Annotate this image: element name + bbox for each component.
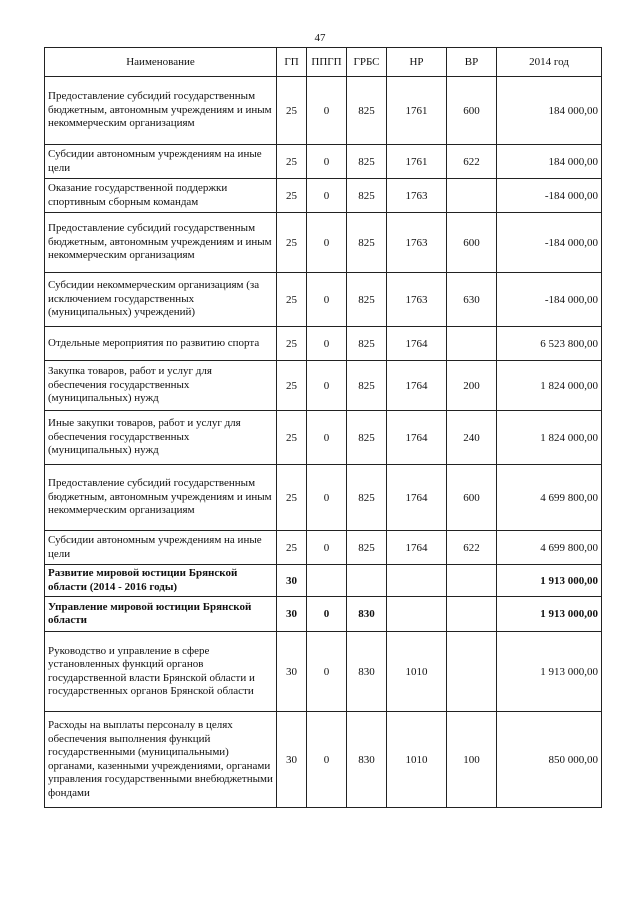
row-ppgp-cell: 0 <box>307 145 347 179</box>
row-vr-cell: 600 <box>447 213 497 273</box>
row-grbs-cell <box>347 565 387 597</box>
row-amount-cell: 4 699 800,00 <box>497 465 602 531</box>
row-gp-cell: 25 <box>277 531 307 565</box>
row-grbs-cell: 825 <box>347 145 387 179</box>
row-amount-cell: -184 000,00 <box>497 273 602 327</box>
column-header-gp: ГП <box>277 48 307 77</box>
table-row <box>45 361 602 411</box>
row-vr-cell <box>447 179 497 213</box>
row-ppgp-cell: 0 <box>307 179 347 213</box>
row-vr-cell: 240 <box>447 411 497 465</box>
row-amount-cell: 184 000,00 <box>497 77 602 145</box>
row-vr-cell: 100 <box>447 712 497 808</box>
row-amount-cell: 1 913 000,00 <box>497 597 602 632</box>
row-grbs-cell: 830 <box>347 632 387 712</box>
row-amount-cell: -184 000,00 <box>497 179 602 213</box>
table-row <box>45 273 602 327</box>
row-name-cell: Предоставление субсидий государственным бюджетным, автономным учреждениям и иным некоммерческим организациям <box>45 213 277 273</box>
row-vr-cell: 622 <box>447 145 497 179</box>
row-name-cell: Закупка товаров, работ и услуг для обеспечения государственных (муниципальных) нужд <box>45 361 277 411</box>
column-header-name: Наименование <box>45 48 277 77</box>
row-ppgp-cell: 0 <box>307 597 347 632</box>
table-row <box>45 531 602 565</box>
row-gp-cell: 30 <box>277 632 307 712</box>
row-name-cell: Управление мировой юстиции Брянской области <box>45 597 277 632</box>
row-vr-cell: 600 <box>447 77 497 145</box>
row-gp-cell: 30 <box>277 597 307 632</box>
row-nr-cell: 1761 <box>387 145 447 179</box>
row-ppgp-cell: 0 <box>307 712 347 808</box>
row-name-cell: Расходы на выплаты персоналу в целях обеспечения выполнения функций государственными (муниципальными) органами, казенными учреждениями, органами управления государственными внебюджетными фондами <box>45 712 277 808</box>
row-ppgp-cell: 0 <box>307 411 347 465</box>
row-name-cell: Руководство и управление в сфере установленных функций органов государственной власти Брянской области и государственных органов Брянской области <box>45 632 277 712</box>
row-grbs-cell: 825 <box>347 213 387 273</box>
row-nr-cell: 1764 <box>387 361 447 411</box>
row-grbs-cell: 825 <box>347 531 387 565</box>
row-nr-cell: 1010 <box>387 712 447 808</box>
row-nr-cell <box>387 565 447 597</box>
row-gp-cell: 25 <box>277 179 307 213</box>
budget-table <box>44 47 602 808</box>
table-row <box>45 632 602 712</box>
row-name-cell: Субсидии автономным учреждениям на иные цели <box>45 145 277 179</box>
row-grbs-cell: 830 <box>347 597 387 632</box>
column-header-nr: НР <box>387 48 447 77</box>
row-ppgp-cell: 0 <box>307 361 347 411</box>
row-grbs-cell: 825 <box>347 179 387 213</box>
row-vr-cell: 200 <box>447 361 497 411</box>
row-grbs-cell: 830 <box>347 712 387 808</box>
row-vr-cell <box>447 565 497 597</box>
row-vr-cell: 600 <box>447 465 497 531</box>
row-nr-cell <box>387 597 447 632</box>
row-grbs-cell: 825 <box>347 327 387 361</box>
row-ppgp-cell: 0 <box>307 77 347 145</box>
row-ppgp-cell: 0 <box>307 531 347 565</box>
row-nr-cell: 1764 <box>387 327 447 361</box>
row-nr-cell: 1761 <box>387 77 447 145</box>
row-gp-cell: 25 <box>277 327 307 361</box>
row-nr-cell: 1763 <box>387 213 447 273</box>
row-vr-cell <box>447 632 497 712</box>
row-amount-cell: 1 913 000,00 <box>497 565 602 597</box>
row-amount-cell: 6 523 800,00 <box>497 327 602 361</box>
column-header-grbs: ГРБС <box>347 48 387 77</box>
row-gp-cell: 25 <box>277 77 307 145</box>
row-ppgp-cell: 0 <box>307 327 347 361</box>
table-row <box>45 565 602 597</box>
column-header-ppgp: ППГП <box>307 48 347 77</box>
table-row <box>45 597 602 632</box>
row-vr-cell: 630 <box>447 273 497 327</box>
row-grbs-cell: 825 <box>347 361 387 411</box>
row-name-cell: Субсидии автономным учреждениям на иные цели <box>45 531 277 565</box>
table-row <box>45 465 602 531</box>
row-name-cell: Предоставление субсидий государственным бюджетным, автономным учреждениям и иным некоммерческим организациям <box>45 465 277 531</box>
row-amount-cell: -184 000,00 <box>497 213 602 273</box>
row-gp-cell: 25 <box>277 465 307 531</box>
row-gp-cell: 25 <box>277 273 307 327</box>
column-header-vr: ВР <box>447 48 497 77</box>
row-amount-cell: 850 000,00 <box>497 712 602 808</box>
table-header-row <box>45 48 602 77</box>
row-name-cell: Оказание государственной поддержки спортивным сборным командам <box>45 179 277 213</box>
table-row <box>45 327 602 361</box>
row-vr-cell: 622 <box>447 531 497 565</box>
row-ppgp-cell: 0 <box>307 213 347 273</box>
row-name-cell: Отдельные мероприятия по развитию спорта <box>45 327 277 361</box>
table-row <box>45 179 602 213</box>
table-row <box>45 712 602 808</box>
row-amount-cell: 4 699 800,00 <box>497 531 602 565</box>
page-number: 47 <box>314 32 326 44</box>
row-vr-cell <box>447 327 497 361</box>
table-row <box>45 77 602 145</box>
row-grbs-cell: 825 <box>347 465 387 531</box>
table-row <box>45 411 602 465</box>
row-amount-cell: 1 913 000,00 <box>497 632 602 712</box>
row-grbs-cell: 825 <box>347 77 387 145</box>
row-name-cell: Иные закупки товаров, работ и услуг для обеспечения государственных (муниципальных) нужд <box>45 411 277 465</box>
row-ppgp-cell: 0 <box>307 273 347 327</box>
row-ppgp-cell: 0 <box>307 632 347 712</box>
row-amount-cell: 1 824 000,00 <box>497 361 602 411</box>
row-gp-cell: 30 <box>277 565 307 597</box>
row-gp-cell: 25 <box>277 145 307 179</box>
row-ppgp-cell <box>307 565 347 597</box>
row-ppgp-cell: 0 <box>307 465 347 531</box>
row-nr-cell: 1764 <box>387 531 447 565</box>
row-nr-cell: 1763 <box>387 273 447 327</box>
row-vr-cell <box>447 597 497 632</box>
row-grbs-cell: 825 <box>347 273 387 327</box>
row-name-cell: Субсидии некоммерческим организациям (за исключением государственных (муниципальных) учреждений) <box>45 273 277 327</box>
column-header-amount: 2014 год <box>497 48 602 77</box>
row-nr-cell: 1763 <box>387 179 447 213</box>
table-row <box>45 213 602 273</box>
row-gp-cell: 25 <box>277 213 307 273</box>
row-grbs-cell: 825 <box>347 411 387 465</box>
row-amount-cell: 184 000,00 <box>497 145 602 179</box>
row-gp-cell: 30 <box>277 712 307 808</box>
row-nr-cell: 1764 <box>387 465 447 531</box>
row-name-cell: Развитие мировой юстиции Брянской области (2014 - 2016 годы) <box>45 565 277 597</box>
row-gp-cell: 25 <box>277 411 307 465</box>
row-nr-cell: 1764 <box>387 411 447 465</box>
row-nr-cell: 1010 <box>387 632 447 712</box>
row-gp-cell: 25 <box>277 361 307 411</box>
row-amount-cell: 1 824 000,00 <box>497 411 602 465</box>
table-row <box>45 145 602 179</box>
row-name-cell: Предоставление субсидий государственным бюджетным, автономным учреждениям и иным некоммерческим организациям <box>45 77 277 145</box>
